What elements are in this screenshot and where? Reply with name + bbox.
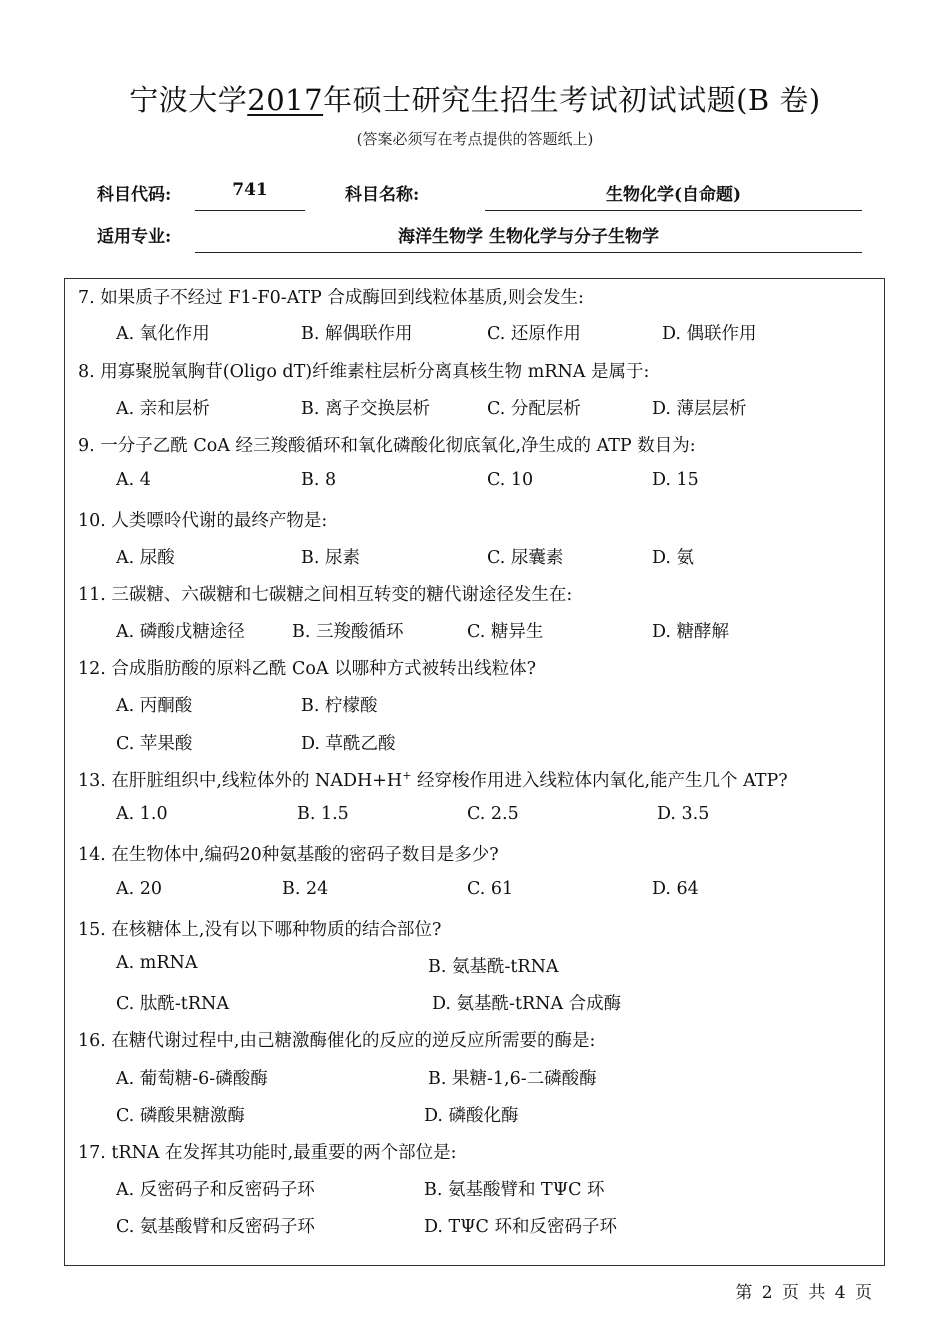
question-option: D. 64 [652,879,699,899]
question-stem: 12. 合成脂肪酸的原料乙酰 CoA 以哪种方式被转出线粒体? [78,659,536,679]
question-option: B. 尿素 [301,548,360,568]
major-underline [195,252,862,253]
question-stem: 7. 如果质子不经过 F1-F0-ATP 合成酶回到线粒体基质,则会发生: [78,288,584,308]
question-option: A. 磷酸戊糖途径 [116,622,245,642]
question-option: B. 离子交换层析 [301,399,430,419]
question-option: C. 磷酸果糖激酶 [116,1106,245,1126]
major-label: 适用专业: [97,227,172,247]
question-option: C. 肽酰-tRNA [116,994,229,1014]
question-option: A. 1.0 [116,804,168,824]
question-option: B. 三羧酸循环 [292,622,404,642]
question-stem: 11. 三碳糖、六碳糖和七碳糖之间相互转变的糖代谢途径发生在: [78,585,573,605]
question-option: C. 2.5 [467,804,519,824]
question-option: A. 葡萄糖-6-磷酸酶 [116,1069,268,1089]
question-option: B. 果糖-1,6-二磷酸酶 [428,1069,597,1089]
question-stem: 10. 人类嘌呤代谢的最终产物是: [78,511,328,531]
question-option: D. 15 [652,470,699,490]
subject-code-underline [195,210,305,211]
question-option: A. 反密码子和反密码子环 [116,1180,315,1200]
question-option: A. mRNA [116,953,198,973]
question-option: D. 氨 [652,548,695,568]
question-option: B. 氨基酰-tRNA [428,957,559,977]
question-stem: 9. 一分子乙酰 CoA 经三羧酸循环和氧化磷酸化彻底氧化,净生成的 ATP 数目为: [78,436,696,456]
question-option: C. 还原作用 [487,324,581,344]
question-option: B. 解偶联作用 [301,324,413,344]
question-option: B. 氨基酸臂和 TΨC 环 [424,1180,605,1200]
question-option: C. 氨基酸臂和反密码子环 [116,1217,315,1237]
question-stem: 17. tRNA 在发挥其功能时,最重要的两个部位是: [78,1143,457,1163]
question-option: A. 尿酸 [116,548,175,568]
question-option: A. 氧化作用 [116,324,210,344]
subject-name: 生物化学(自命题) [605,185,742,205]
question-option: C. 尿囊素 [487,548,564,568]
exam-title [0,78,950,119]
question-option: A. 丙酮酸 [116,696,193,716]
question-option: B. 8 [301,470,337,490]
question-option: D. 氨基酰-tRNA 合成酶 [432,994,622,1014]
question-stem: 8. 用寡聚脱氧胸苷(Oligo dT)纤维素柱层析分离真核生物 mRNA 是属于: [78,362,650,382]
major-value: 海洋生物学 生物化学与分子生物学 [398,227,659,247]
subject-name-label: 科目名称: [345,185,420,205]
answer-note: (答案必须写在考点提供的答题纸上) [356,130,594,148]
question-stem: 14. 在生物体中,编码20种氨基酸的密码子数目是多少? [78,845,499,865]
subject-code: 741 [232,180,268,200]
question-stem: 16. 在糖代谢过程中,由己糖激酶催化的反应的逆反应所需要的酶是: [78,1031,596,1051]
title-suffix: 年硕士研究生招生考试初试试题(B 卷) [323,83,821,117]
question-option: A. 4 [116,470,151,490]
title-prefix: 宁波大学 [129,83,248,117]
question-stem: 15. 在核糖体上,没有以下哪种物质的结合部位? [78,920,442,940]
question-option: D. 磷酸化酶 [424,1106,519,1126]
question-option: D. 偶联作用 [662,324,757,344]
question-stem: 13. 在肝脏组织中,线粒体外的 NADH+H+ 经穿梭作用进入线粒体内氧化,能产生几个 ATP? [78,769,788,791]
title-year: 2017 [247,83,324,117]
question-option: A. 20 [116,879,163,899]
question-option: C. 分配层析 [487,399,581,419]
question-option: D. 糖酵解 [652,622,730,642]
question-option: D. 薄层层析 [652,399,747,419]
question-option: B. 1.5 [297,804,349,824]
question-option: B. 24 [282,879,329,899]
question-option: D. 3.5 [657,804,710,824]
question-option: C. 糖异生 [467,622,544,642]
question-option: B. 柠檬酸 [301,696,378,716]
subject-name-underline [485,210,862,211]
question-option: D. TΨC 环和反密码子环 [424,1217,618,1237]
question-option: A. 亲和层析 [116,399,210,419]
question-option: D. 草酰乙酸 [301,734,396,754]
question-option: C. 10 [487,470,534,490]
question-option: C. 苹果酸 [116,734,193,754]
page-number: 第 2 页 共 4 页 [735,1283,872,1303]
subject-code-label: 科目代码: [97,185,172,205]
question-option: C. 61 [467,879,514,899]
